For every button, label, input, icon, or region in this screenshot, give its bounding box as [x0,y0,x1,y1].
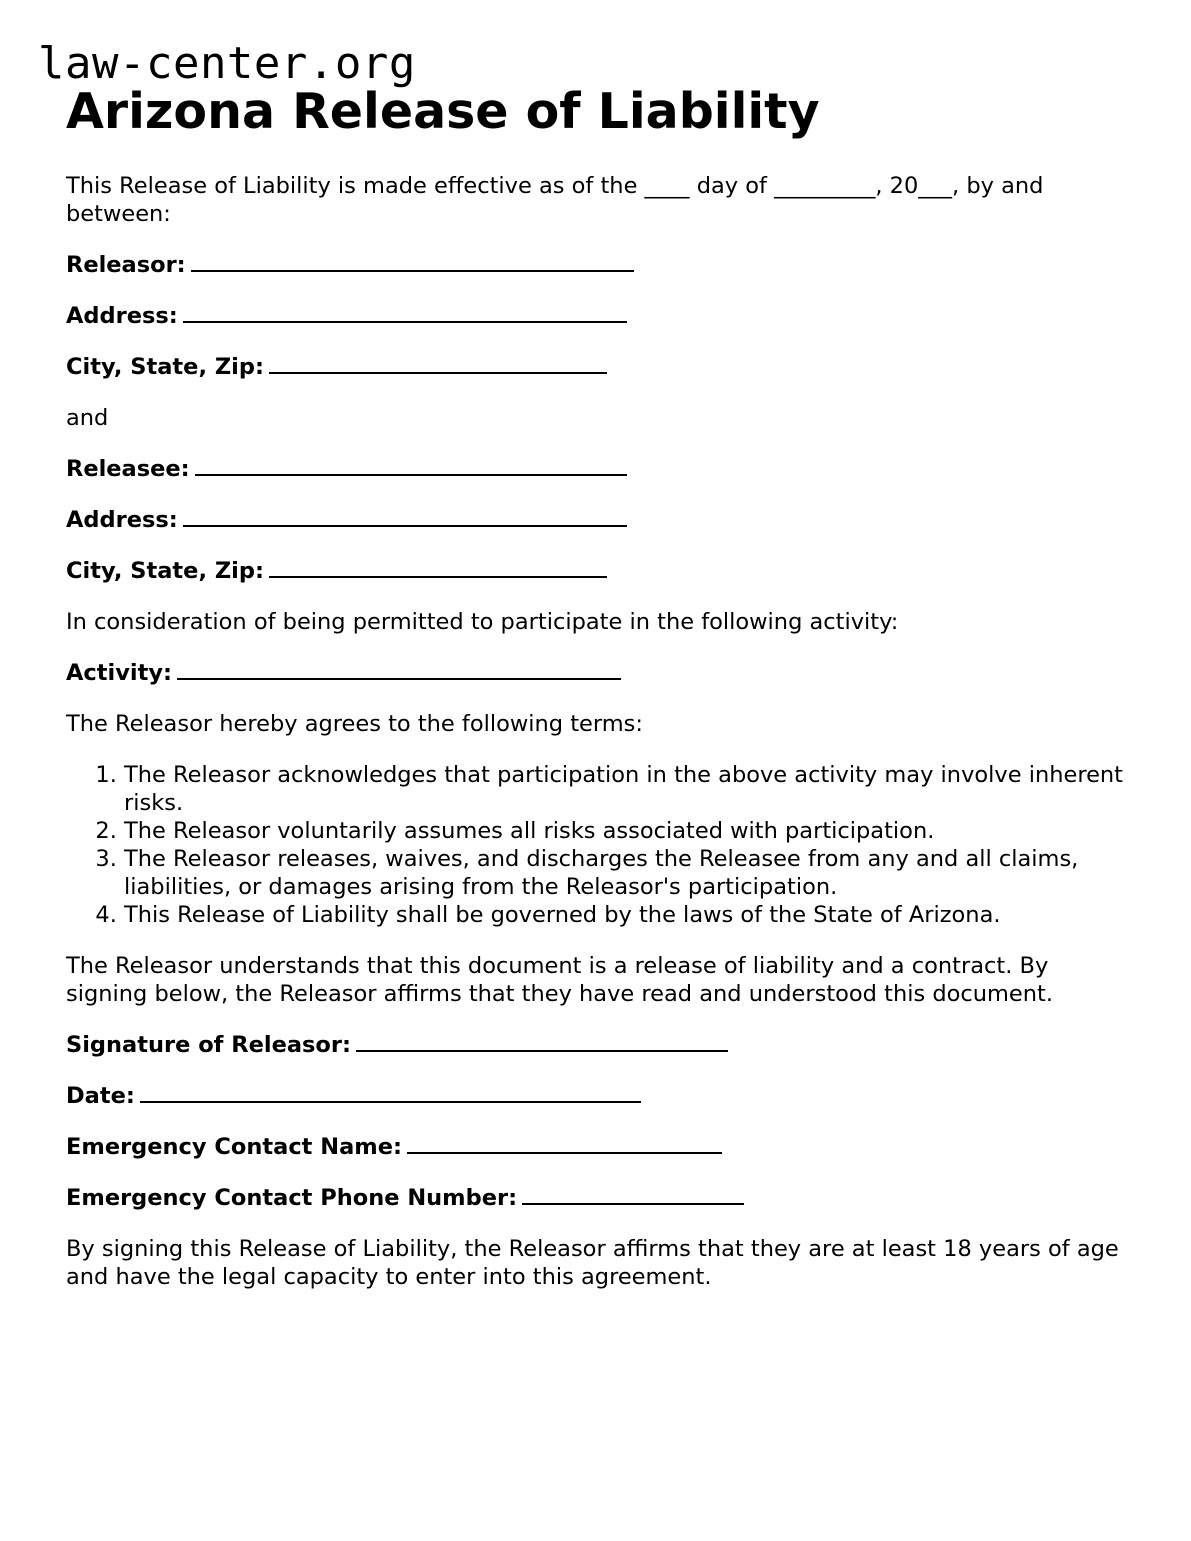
emergency-phone-label: Emergency Contact Phone Number: [66,1185,518,1211]
document-page [66,82,1136,1291]
terms-list [66,761,1136,929]
site-watermark: law-center.org [38,38,416,89]
terms-intro: The Releasor hereby agrees to the following terms: [66,711,643,737]
consideration-paragraph: In consideration of being permitted to participate in the following activity: [66,609,899,635]
releasor-name-label: Releasor: [66,252,186,278]
emergency-phone-field[interactable] [66,1184,1136,1212]
intro-paragraph: This Release of Liability is made effective as of the ____ day of _________, 20___, by and between: [66,173,1044,227]
list-item: 3. The Releasor releases, waives, and discharges the Releasee from any and all claims, liabilities, or damages arising from the Releasor's participation. [124,845,1136,901]
releasee-city-label: City, State, Zip: [66,558,264,584]
understanding-paragraph: The Releasor understands that this document is a release of liability and a contract. By signing below, the Releasor affirms that they have read and understood this document. [66,953,1054,1007]
activity-label: Activity: [66,660,173,686]
date-label: Date: [66,1083,135,1109]
releasee-name-label: Releasee: [66,456,190,482]
signature-blank[interactable] [356,1049,728,1052]
releasee-address-field[interactable] [66,506,1136,534]
and-connector: and [66,405,109,431]
releasor-city-label: City, State, Zip: [66,354,264,380]
releasor-address-field[interactable] [66,302,1136,330]
releasee-address-label: Address: [66,507,178,533]
activity-blank[interactable] [177,677,621,680]
releasee-city-blank[interactable] [269,575,607,578]
list-item: 4. This Release of Liability shall be governed by the laws of the State of Arizona. [124,901,1136,929]
document-title: Arizona Release of Liability [66,83,820,140]
releasor-address-label: Address: [66,303,178,329]
emergency-name-field[interactable] [66,1133,1136,1161]
emergency-name-label: Emergency Contact Name: [66,1134,402,1160]
closing-paragraph: By signing this Release of Liability, the Releasor affirms that they are at least 18 years of age and have the legal capacity to enter into this agreement. [66,1236,1119,1290]
activity-field[interactable] [66,659,1136,687]
releasee-name-field[interactable] [66,455,1136,483]
list-item: 1. The Releasor acknowledges that participation in the above activity may involve inherent risks. [124,761,1136,817]
releasee-name-blank[interactable] [195,473,627,476]
releasor-city-blank[interactable] [269,371,607,374]
emergency-name-blank[interactable] [407,1151,722,1154]
releasor-address-blank[interactable] [183,320,627,323]
releasee-address-blank[interactable] [183,524,627,527]
releasee-city-field[interactable] [66,557,1136,585]
releasor-city-field[interactable] [66,353,1136,381]
date-field[interactable] [66,1082,1136,1110]
signature-label: Signature of Releasor: [66,1032,351,1058]
releasor-name-blank[interactable] [191,269,634,272]
releasor-name-field[interactable] [66,251,1136,279]
list-item: 2. The Releasor voluntarily assumes all risks associated with participation. [124,817,1136,845]
signature-field[interactable] [66,1031,1136,1059]
emergency-phone-blank[interactable] [522,1202,744,1205]
date-blank[interactable] [140,1100,641,1103]
